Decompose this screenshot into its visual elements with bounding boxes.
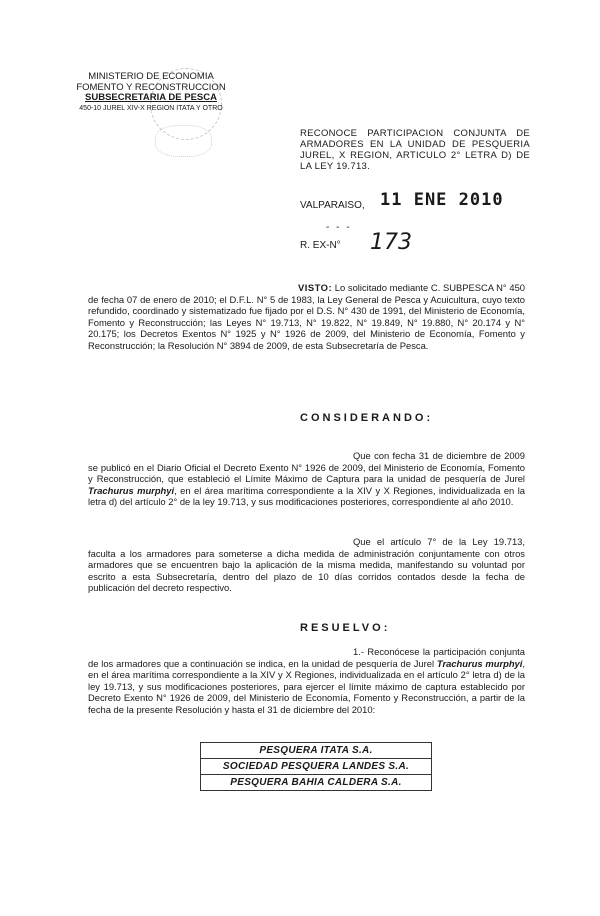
official-seal-secondary — [155, 125, 212, 157]
company-row: SOCIEDAD PESQUERA LANDES S.A. — [201, 759, 431, 775]
considerando-p2-text: Que el artículo 7° de la Ley 19.713, faculta a los armadores para someterse a dicha medida de administración conjuntamente con otros armadores que se encuentren bajo la aplicación de la misma medida, manifestando su voluntad por escrito a esta Subsecretaría, dentro del plazo de 10 días corridos contados desde la fecha de publicación del decreto respectivo. — [88, 536, 525, 594]
resuelvo-heading: RESUELVO: — [300, 622, 391, 634]
divider-dashes: - - - — [326, 222, 352, 233]
place-label: VALPARAISO, — [300, 200, 365, 211]
considerando-p1-end: , en el área marítima correspondiente a la XIV y X Regiones, individualizada en la letra d) del artículo 2° de la ley 19.713, y sus modificaciones posteriores, correspondiente al año 2010. — [88, 484, 526, 508]
reference-line: 450-10 JUREL XIV-X REGION ITATA Y OTRO — [79, 104, 223, 112]
considerando-heading: CONSIDERANDO: — [300, 412, 434, 424]
ministry-line-1: MINISTERIO DE ECONOMIA — [88, 71, 214, 82]
resuelvo-p1-end: , en el área marítima correspondiente a la XIV y X Regiones, individualizada en el artículo 2° letra d) de la ley 19.713, y sus modificaciones posteriores, para ejercer el límite máximo de captura establecido por Decreto Exento N° 1926 de 2009, del Ministerio de Economía, Fomento y Reconstrucción, a partir de la fecha de la presente Resolución y hasta el 31 de diciembre del 2010: — [88, 657, 525, 715]
resolution-number: 173 — [370, 230, 412, 255]
companies-table — [200, 742, 432, 791]
company-row: PESQUERA ITATA S.A. — [201, 743, 431, 759]
considerando-paragraph-2 — [88, 536, 525, 594]
resolution-label: R. EX-N° — [300, 240, 341, 251]
ministry-line-2: FOMENTO Y RECONSTRUCCION — [76, 81, 226, 93]
species-name: Trachurus murphyi — [436, 657, 523, 669]
company-row: PESQUERA BAHIA CALDERA S.A. — [230, 777, 402, 788]
species-name: Trachurus murphyi — [88, 484, 175, 496]
visto-paragraph — [88, 282, 525, 352]
subsecretaria-line: SUBSECRETARIA DE PESCA — [85, 92, 217, 103]
resolution-subject: RECONOCE PARTICIPACION CONJUNTA DE ARMADORES EN LA UNIDAD DE PESQUERIA JUREL, X REGION, ARTICULO 2° LETRA D) DE LA LEY 19.713. — [300, 128, 530, 172]
visto-label: VISTO: — [298, 282, 333, 293]
ministry-header — [56, 72, 246, 113]
considerando-p1-start: Que con fecha 31 de diciembre de 2009 se publicó en el Diario Oficial el Decreto Exento N° 1926 de 2009, del Ministerio de Economía, Fomento y Reconstrucción, que estableció el Límite Máximo de Captura para la unidad de pesquería de Jurel — [88, 450, 525, 485]
resuelvo-paragraph-1 — [88, 646, 525, 716]
date-stamp: 11 ENE 2010 — [380, 190, 504, 210]
resuelvo-p1-start: 1.- Reconócese la participación conjunta de los armadores que a continuación se indica, en la unidad de pesquería de Jurel — [88, 646, 525, 669]
considerando-paragraph-1 — [88, 450, 525, 508]
visto-text: Lo solicitado mediante C. SUBPESCA N° 450 de fecha 07 de enero de 2010; el D.F.L. N° 5 de 1983, la Ley General de Pesca y Acuicultura, cuyo texto refundido, coordinado y sistematizado fue fijado por el D.S. N° 430 de 1991, del Ministerio de Economía, Fomento y Reconstrucción; las Leyes N° 19.713, N° 19.822, N° 19.849, N° 19.880, N° 20.174 y N° 20.175; los Decretos Exentos N° 1925 y N° 1926 de 2009, del Ministerio de Economía, Fomento y Reconstrucción; la Resolución N° 3894 de 2009, de esta Subsecretaría de Pesca. — [88, 282, 525, 351]
